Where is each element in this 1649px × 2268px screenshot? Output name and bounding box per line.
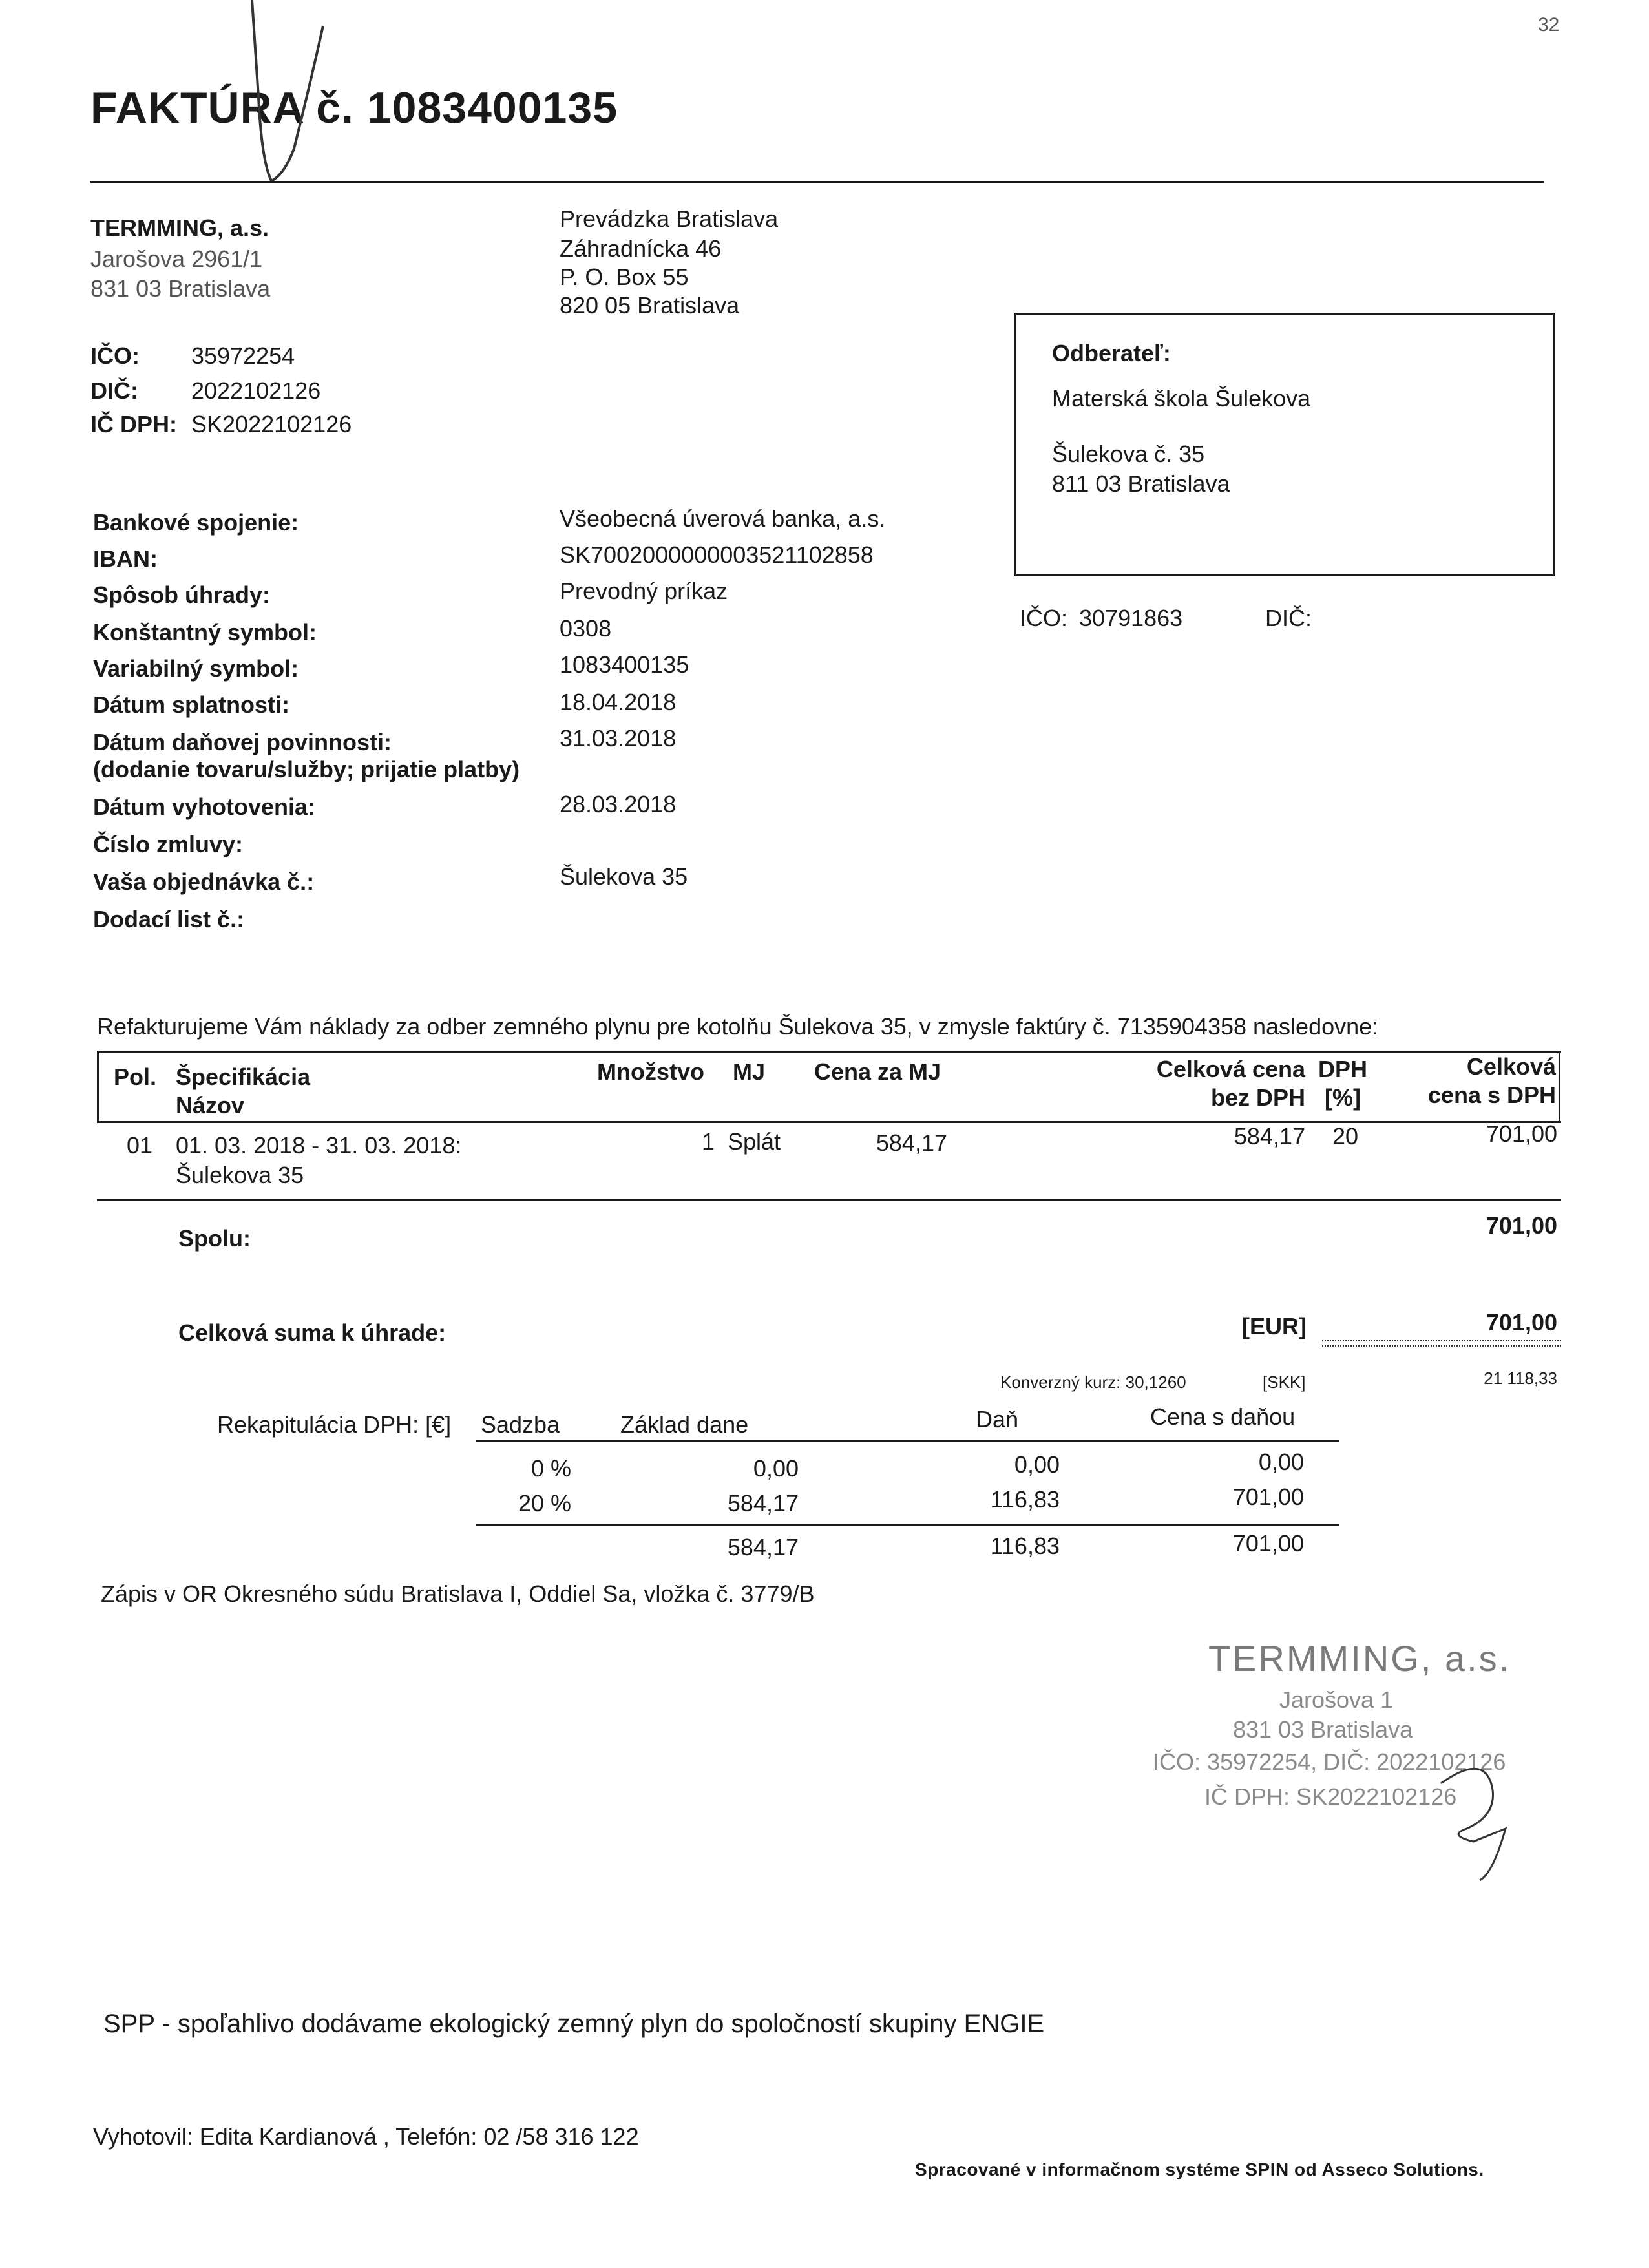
tax-date-value: 31.03.2018 [560,725,677,751]
invoice-title: FAKTÚRA č. 1083400135 [90,83,618,132]
customer-heading: Odberateľ: [1052,340,1171,366]
sum-value: 701,00 [1486,1212,1557,1239]
vat-recap-label: Rekapitulácia DPH: [€] [217,1411,452,1438]
th-qty: Množstvo [597,1058,704,1085]
issue-value: 28.03.2018 [560,791,677,817]
total-amount: 701,00 [1486,1309,1557,1336]
th-pol: Pol. [114,1064,157,1090]
slogan: SPP - spoľahlivo dodávame ekologický zemný plyn do spoločností skupiny ENGIE [103,2010,1045,2038]
vat-total-gross: 701,00 [1232,1530,1304,1557]
stamp-street: Jarošova 1 [1279,1686,1394,1713]
row-vat: 20 [1332,1123,1359,1150]
title-rule [90,181,1544,183]
page-number: 32 [1538,14,1560,36]
iban-label: IBAN: [93,545,158,572]
th-vat-2: [%] [1325,1084,1361,1111]
customer-dic-label: DIČ: [1265,605,1312,631]
supplier-ico: 35972254 [191,342,295,369]
issue-label: Dátum vyhotovenia: [93,793,316,820]
vat-row-tax: 116,83 [990,1486,1060,1513]
th-spec: Špecifikácia [176,1064,311,1090]
vat-header-rule [476,1440,1339,1442]
th-total-incl-2: cena s DPH [1427,1082,1556,1108]
row-mj: Splát [728,1128,781,1155]
customer-city: 811 03 Bratislava [1052,470,1230,497]
total-label: Celková suma k úhrade: [178,1319,446,1346]
stamp-ids: IČO: 35972254, DIČ: 2022102126 [1153,1748,1506,1775]
row-total-excl: 584,17 [1234,1123,1305,1150]
customer-ico: 30791863 [1079,605,1183,631]
vat-total-base: 584,17 [727,1534,799,1560]
vat-row-rate: 0 % [530,1455,571,1482]
due-value: 18.04.2018 [560,689,677,715]
ks-value: 0308 [560,615,612,642]
vat-rate-header: Sadzba [481,1411,560,1438]
vat-gross-header: Cena s daňou [1150,1403,1296,1430]
supplier-icdph-label: IČ DPH: [90,411,177,437]
bank-value: Všeobecná úverová banka, a.s. [560,505,886,532]
sum-label: Spolu: [178,1225,251,1252]
order-label: Vaša objednávka č.: [93,868,315,895]
due-label: Dátum splatnosti: [93,691,290,718]
table-header-right-edge [1559,1051,1560,1123]
order-value: Šulekova 35 [560,863,688,890]
supplier-name: TERMMING, a.s. [90,215,269,241]
vat-row-gross: 0,00 [1258,1449,1304,1475]
th-total-excl-2: bez DPH [1210,1084,1305,1111]
th-price: Cena za MJ [814,1058,941,1085]
method-label: Spôsob úhrady: [93,582,271,608]
supplier-street: Jarošova 2961/1 [90,246,263,272]
th-total-incl-1: Celková [1466,1053,1556,1080]
th-nazov: Názov [176,1092,245,1118]
total-dotted-line-2 [1322,1345,1561,1347]
supplier-dic-label: DIČ: [90,377,138,404]
vat-row-base: 0,00 [753,1455,799,1482]
total-currency: [EUR] [1242,1313,1307,1339]
row-qty: 1 [702,1128,715,1155]
vat-row-tax: 0,00 [1014,1451,1060,1478]
signature-mark [233,0,336,187]
customer-ico-label: IČO: [1020,605,1068,631]
delivery-label: Dodací list č.: [93,906,245,932]
vat-total-tax: 116,83 [990,1533,1060,1559]
vat-tax-header: Daň [976,1406,1019,1433]
stamp-name: TERMMING, a.s. [1208,1638,1511,1679]
ks-label: Konštantný symbol: [93,619,317,646]
supplier-city: 831 03 Bratislava [90,275,271,302]
stamp-city: 831 03 Bratislava [1233,1716,1413,1743]
customer-street: Šulekova č. 35 [1052,441,1205,467]
stamp-signature [1415,1745,1518,1887]
branch-line3: P. O. Box 55 [560,264,689,290]
intro-text: Refakturujeme Vám náklady za odber zemného plynu pre kotolňu Šulekova 35, v zmysle faktúry č. 7135904358 nasledovne: [97,1013,1379,1040]
skk-label: [SKK] [1263,1372,1306,1392]
branch-line2: Záhradnícka 46 [560,235,722,262]
table-bottom-rule [97,1199,1561,1201]
row-price: 584,17 [876,1129,947,1156]
skk-amount: 21 118,33 [1484,1369,1557,1388]
supplier-ico-label: IČO: [90,342,140,369]
vs-label: Variabilný symbol: [93,655,299,682]
prepared-by: Vyhotovil: Edita Kardianová , Telefón: 02 /58 316 122 [93,2123,639,2150]
bank-label: Bankové spojenie: [93,509,299,536]
vat-row-gross: 701,00 [1232,1484,1304,1510]
contract-label: Číslo zmluvy: [93,831,244,857]
vat-sum-rule [476,1524,1339,1526]
branch-line1: Prevádzka Bratislava [560,205,779,232]
vat-base-header: Základ dane [620,1411,749,1438]
conversion-rate: Konverzný kurz: 30,1260 [1000,1372,1186,1392]
supplier-icdph: SK2022102126 [191,411,352,437]
supplier-dic: 2022102126 [191,377,321,404]
vs-value: 1083400135 [560,651,689,678]
registry-text: Zápis v OR Okresného súdu Bratislava I, Oddiel Sa, vložka č. 3779/B [101,1580,815,1607]
row-name: Šulekova 35 [176,1162,304,1188]
th-total-excl-1: Celková cena [1156,1056,1305,1082]
vat-row-base: 584,17 [727,1490,799,1517]
customer-name: Materská škola Šulekova [1052,385,1311,412]
row-pol: 01 [127,1132,153,1159]
stamp-icdph: IČ DPH: SK2022102126 [1204,1783,1457,1810]
row-total-incl: 701,00 [1486,1120,1557,1147]
method-value: Prevodný príkaz [560,578,728,604]
branch-line4: 820 05 Bratislava [560,292,740,319]
tax-date-label: Dátum daňovej povinnosti: [93,729,392,755]
system-footer: Spracované v informačnom systéme SPIN od Asseco Solutions. [915,2159,1484,2179]
iban-value: SK7002000000003521102858 [560,541,874,568]
tax-date-note: (dodanie tovaru/služby; prijatie platby) [93,756,520,782]
th-mj: MJ [733,1058,766,1085]
vat-row-rate: 20 % [518,1490,571,1517]
total-dotted-line [1322,1340,1561,1341]
th-vat-1: DPH [1318,1056,1368,1082]
row-spec: 01. 03. 2018 - 31. 03. 2018: [176,1132,462,1159]
